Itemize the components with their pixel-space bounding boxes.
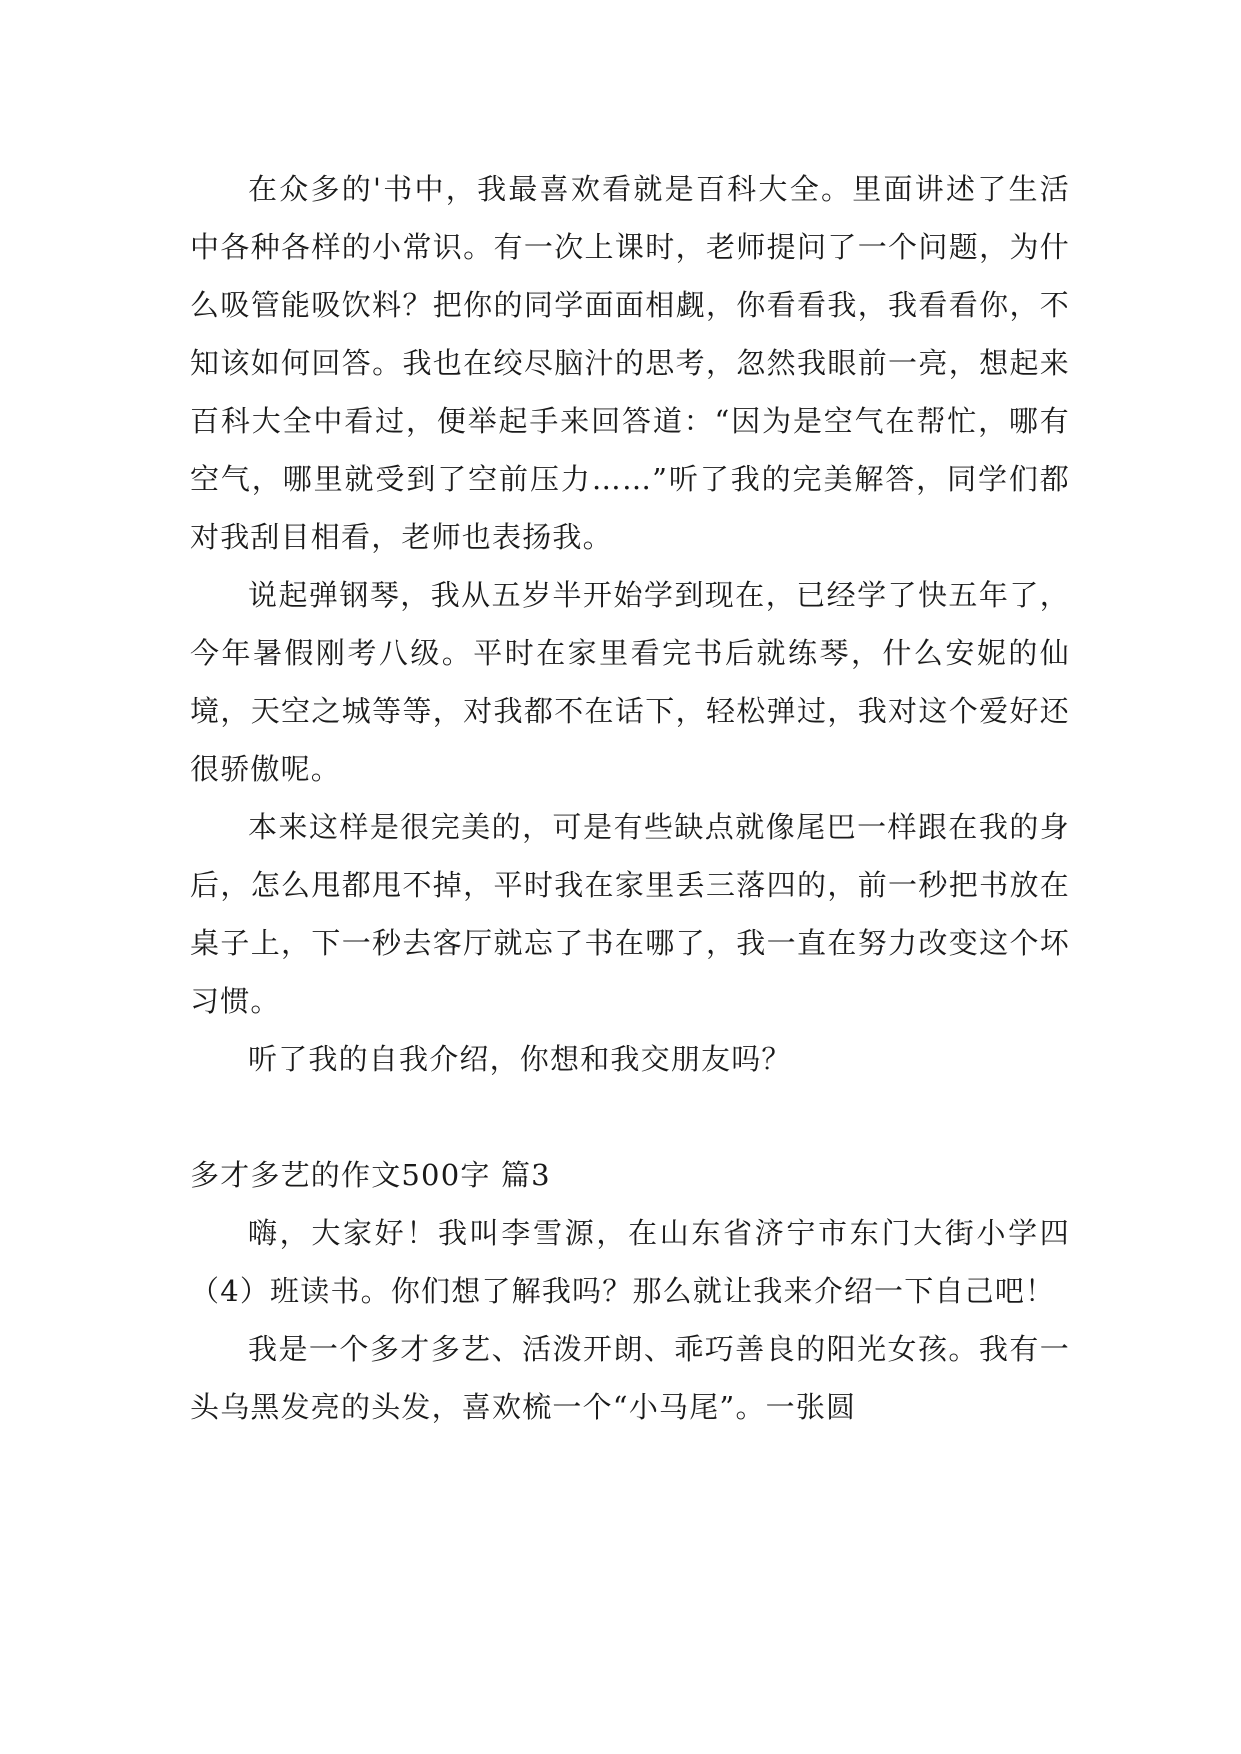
paragraph-shortcoming: 本来这样是很完美的，可是有些缺点就像尾巴一样跟在我的身后，怎么甩都甩不掉，平时我在家里丢三落四的，前一秒把书放在桌子上，下一秒去客厅就忘了书在哪了，我一直在努力改变这个坏习惯。 (190, 810, 1070, 1018)
document-body (190, 160, 1070, 1436)
paragraph-self-description: 我是一个多才多艺、活泼开朗、乖巧善良的阳光女孩。我有一头乌黑发亮的头发，喜欢梳一个“小马尾”。一张圆 (190, 1332, 1070, 1424)
paragraph-greeting: 嗨，大家好！我叫李雪源，在山东省济宁市东门大街小学四（4）班读书。你们想了解我吗？那么就让我来介绍一下自己吧！ (190, 1216, 1070, 1308)
paragraph-encyclopedia: 在众多的'书中，我最喜欢看就是百科大全。里面讲述了生活中各种各样的小常识。有一次上课时，老师提问了一个问题，为什么吸管能吸饮料？把你的同学面面相觑，你看看我，我看看你，不知该如何回答。我也在绞尽脑汁的思考，忽然我眼前一亮，想起来百科大全中看过，便举起手来回答道：“因为是空气在帮忙，哪有空气，哪里就受到了空前压力……”听了我的完美解答，同学们都对我刮目相看，老师也表扬我。 (190, 172, 1070, 554)
paragraph-piano: 说起弹钢琴，我从五岁半开始学到现在，已经学了快五年了，今年暑假刚考八级。平时在家里看完书后就练琴，什么安妮的仙境，天空之城等等，对我都不在话下，轻松弹过，我对这个爱好还很骄傲呢。 (190, 578, 1070, 786)
paragraph-closing-question: 听了我的自我介绍，你想和我交朋友吗？ (248, 1042, 792, 1076)
section-title: 多才多艺的作文500字 篇3 (190, 1158, 551, 1192)
